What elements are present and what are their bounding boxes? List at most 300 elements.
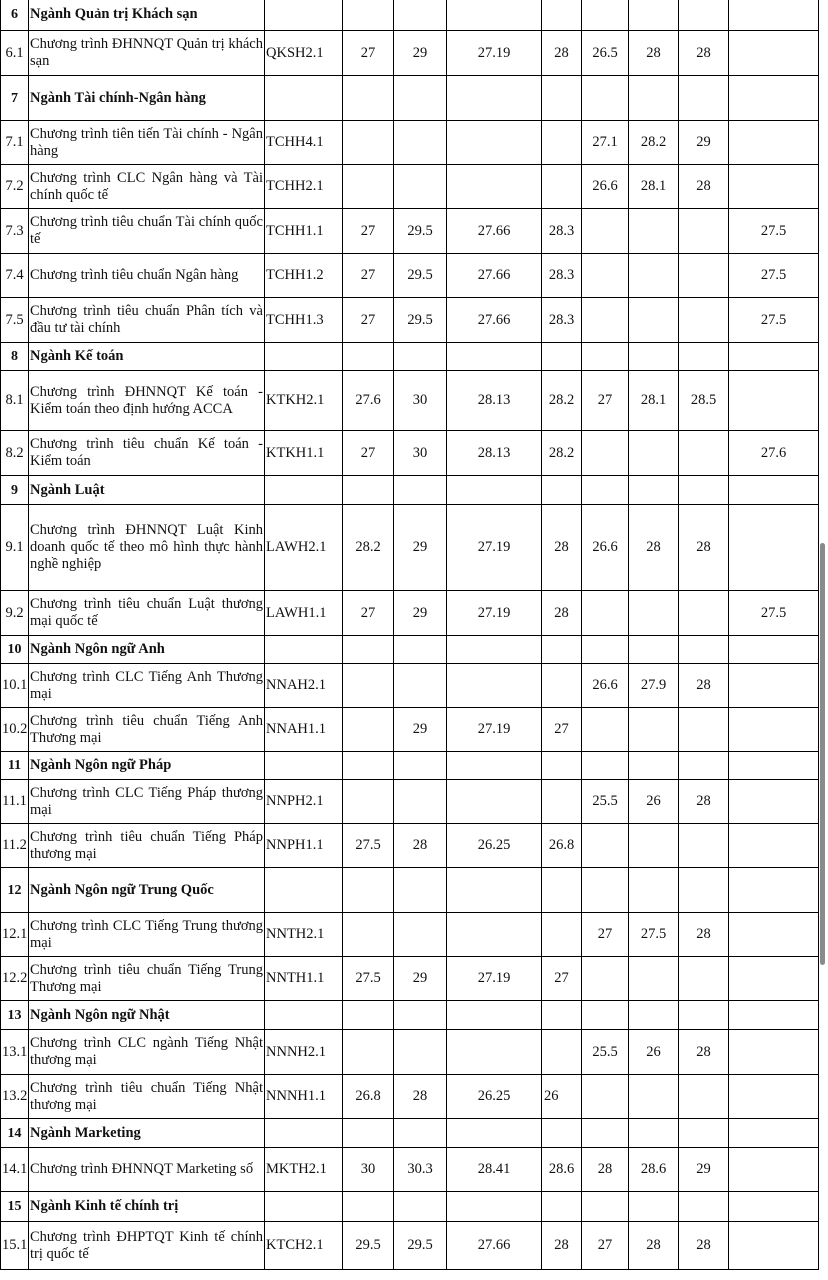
score-cell: 28.3 [542, 209, 582, 254]
score-cell: 29.5 [394, 1222, 447, 1270]
score-cell [582, 254, 629, 298]
score-cell: 27.5 [629, 913, 679, 957]
scrollbar[interactable] [818, 0, 828, 1280]
major-row [1, 868, 819, 913]
score-cell [447, 0, 542, 31]
score-cell: 27 [343, 209, 394, 254]
score-cell [729, 708, 819, 752]
program-code: NNTH2.1 [265, 913, 343, 957]
score-cell: 27 [343, 591, 394, 636]
score-cell [394, 165, 447, 209]
score-cell [542, 868, 582, 913]
program-code: NNAH1.1 [265, 708, 343, 752]
score-cell: 29 [394, 708, 447, 752]
score-cell [394, 1030, 447, 1075]
program-code: KTKH2.1 [265, 371, 343, 431]
program-code: TCHH1.2 [265, 254, 343, 298]
score-cell: 28 [542, 591, 582, 636]
score-cell [447, 780, 542, 824]
major-name: Ngành Ngôn ngữ Nhật [29, 1001, 265, 1030]
row-number: 7.4 [1, 254, 29, 298]
score-cell: 28 [679, 1222, 729, 1270]
score-cell [679, 0, 729, 31]
program-name: Chương trình CLC Tiếng Pháp thương mại [29, 780, 265, 824]
score-cell: 28 [394, 1075, 447, 1119]
score-cell [343, 1192, 394, 1222]
score-cell [343, 708, 394, 752]
major-row [1, 76, 819, 121]
scrollbar-thumb[interactable] [820, 543, 825, 965]
score-cell [394, 1001, 447, 1030]
major-row [1, 0, 819, 31]
score-cell: 26.25 [447, 1075, 542, 1119]
major-row [1, 1192, 819, 1222]
score-cell: 29 [394, 591, 447, 636]
program-name: Chương trình tiêu chuẩn Luật thương mại quốc tế [29, 591, 265, 636]
row-number: 14 [1, 1119, 29, 1148]
score-cell [447, 1030, 542, 1075]
program-name: Chương trình CLC Tiếng Anh Thương mại [29, 664, 265, 708]
program-row [1, 1222, 819, 1270]
score-cell [729, 780, 819, 824]
score-cell [582, 0, 629, 31]
table-body [1, 0, 819, 1270]
program-name: Chương trình ĐHNNQT Luật Kinh doanh quốc tế theo mô hình thực hành nghề nghiệp [29, 505, 265, 591]
score-cell: 27.19 [447, 708, 542, 752]
program-name: Chương trình tiêu chuẩn Ngân hàng [29, 254, 265, 298]
score-cell: 28 [679, 913, 729, 957]
score-cell: 28.2 [542, 431, 582, 476]
row-number: 13 [1, 1001, 29, 1030]
score-cell [343, 1119, 394, 1148]
score-cell [629, 1192, 679, 1222]
score-cell: 28.13 [447, 431, 542, 476]
score-cell [394, 76, 447, 121]
major-name: Ngành Kinh tế chính trị [29, 1192, 265, 1222]
major-row [1, 752, 819, 780]
program-name: Chương trình tiêu chuẩn Tiếng Anh Thương mại [29, 708, 265, 752]
score-cell [729, 476, 819, 505]
score-cell [394, 664, 447, 708]
program-name: Chương trình tiêu chuẩn Tài chính quốc tế [29, 209, 265, 254]
score-cell: 27.5 [729, 209, 819, 254]
program-name: Chương trình CLC Tiếng Trung thương mại [29, 913, 265, 957]
score-cell: 28 [679, 780, 729, 824]
score-cell: 27.5 [729, 591, 819, 636]
score-cell [629, 708, 679, 752]
row-number: 10.2 [1, 708, 29, 752]
program-code [265, 868, 343, 913]
score-cell: 28.2 [629, 121, 679, 165]
score-cell: 28.5 [679, 371, 729, 431]
score-cell: 29 [679, 121, 729, 165]
major-name: Ngành Luật [29, 476, 265, 505]
score-cell: 29.5 [343, 1222, 394, 1270]
score-cell: 25.5 [582, 780, 629, 824]
program-row [1, 254, 819, 298]
score-cell [447, 1192, 542, 1222]
score-cell: 26.6 [582, 505, 629, 591]
score-cell [343, 664, 394, 708]
score-cell: 29 [394, 505, 447, 591]
score-cell [542, 1119, 582, 1148]
score-cell [629, 824, 679, 868]
score-cell [729, 868, 819, 913]
row-number: 6 [1, 0, 29, 31]
program-row [1, 664, 819, 708]
score-cell [679, 752, 729, 780]
major-name: Ngành Quản trị Khách sạn [29, 0, 265, 31]
score-cell: 27.5 [343, 957, 394, 1001]
major-name: Ngành Kế toán [29, 343, 265, 371]
score-cell: 27.6 [729, 431, 819, 476]
score-cell [394, 636, 447, 664]
score-cell: 28.3 [542, 298, 582, 343]
program-code: NNNH1.1 [265, 1075, 343, 1119]
score-cell [629, 0, 679, 31]
score-cell [542, 664, 582, 708]
score-cell [729, 752, 819, 780]
score-cell [447, 76, 542, 121]
score-cell: 26.25 [447, 824, 542, 868]
score-cell: 27.66 [447, 1222, 542, 1270]
program-code: LAWH2.1 [265, 505, 343, 591]
score-cell [629, 76, 679, 121]
row-number: 12.1 [1, 913, 29, 957]
program-name: Chương trình ĐHNNQT Marketing số [29, 1148, 265, 1192]
score-cell: 28.2 [542, 371, 582, 431]
program-row [1, 824, 819, 868]
score-cell [447, 664, 542, 708]
score-cell [582, 476, 629, 505]
row-number: 8 [1, 343, 29, 371]
score-cell [343, 752, 394, 780]
score-cell [542, 0, 582, 31]
score-cell [729, 913, 819, 957]
major-name: Ngành Marketing [29, 1119, 265, 1148]
row-number: 12.2 [1, 957, 29, 1001]
score-cell: 28 [629, 1222, 679, 1270]
program-code: KTKH1.1 [265, 431, 343, 476]
score-cell [343, 868, 394, 913]
score-cell [394, 0, 447, 31]
score-cell [394, 343, 447, 371]
score-cell: 28 [394, 824, 447, 868]
score-cell: 28.1 [629, 371, 679, 431]
score-cell [629, 298, 679, 343]
score-cell [542, 752, 582, 780]
score-cell: 28 [679, 31, 729, 76]
score-cell: 26 [542, 1075, 582, 1119]
score-cell [629, 1075, 679, 1119]
score-cell [447, 476, 542, 505]
score-cell [582, 1075, 629, 1119]
row-number: 12 [1, 868, 29, 913]
row-number: 7.2 [1, 165, 29, 209]
score-cell [679, 1192, 729, 1222]
row-number: 13.2 [1, 1075, 29, 1119]
score-cell [394, 913, 447, 957]
score-cell: 26.8 [542, 824, 582, 868]
score-cell [394, 1119, 447, 1148]
program-code [265, 476, 343, 505]
score-cell [343, 121, 394, 165]
score-cell: 27.9 [629, 664, 679, 708]
score-cell [394, 780, 447, 824]
score-cell [343, 165, 394, 209]
program-row [1, 708, 819, 752]
program-code [265, 0, 343, 31]
score-cell: 28 [542, 31, 582, 76]
major-name: Ngành Ngôn ngữ Pháp [29, 752, 265, 780]
row-number: 7.1 [1, 121, 29, 165]
score-cell: 29 [679, 1148, 729, 1192]
program-code: KTCH2.1 [265, 1222, 343, 1270]
score-cell: 28.1 [629, 165, 679, 209]
program-code [265, 1192, 343, 1222]
score-cell: 28 [679, 505, 729, 591]
program-row [1, 591, 819, 636]
score-cell [629, 752, 679, 780]
score-cell [629, 957, 679, 1001]
score-cell: 27.19 [447, 591, 542, 636]
score-cell: 27.66 [447, 254, 542, 298]
score-cell [679, 636, 729, 664]
program-name: Chương trình ĐHNNQT Quản trị khách sạn [29, 31, 265, 76]
score-cell [582, 209, 629, 254]
score-cell [447, 868, 542, 913]
program-code [265, 76, 343, 121]
score-cell [542, 636, 582, 664]
program-code [265, 343, 343, 371]
major-row [1, 476, 819, 505]
score-cell: 27 [343, 31, 394, 76]
score-cell: 27 [582, 371, 629, 431]
score-cell [679, 209, 729, 254]
score-cell [629, 1001, 679, 1030]
row-number: 15 [1, 1192, 29, 1222]
score-cell [679, 591, 729, 636]
score-cell [542, 343, 582, 371]
program-code [265, 1001, 343, 1030]
program-code: NNTH1.1 [265, 957, 343, 1001]
score-cell: 29.5 [394, 254, 447, 298]
score-cell: 27 [542, 708, 582, 752]
score-cell: 26.6 [582, 165, 629, 209]
score-cell: 27 [582, 1222, 629, 1270]
score-cell [679, 76, 729, 121]
program-code: NNPH2.1 [265, 780, 343, 824]
score-cell [679, 708, 729, 752]
program-name: Chương trình tiên tiến Tài chính - Ngân hàng [29, 121, 265, 165]
score-cell [629, 343, 679, 371]
score-cell [679, 431, 729, 476]
program-row [1, 209, 819, 254]
major-row [1, 343, 819, 371]
score-cell [729, 76, 819, 121]
program-code: QKSH2.1 [265, 31, 343, 76]
score-cell [343, 1001, 394, 1030]
score-cell [729, 1075, 819, 1119]
row-number: 10.1 [1, 664, 29, 708]
score-cell [729, 31, 819, 76]
major-name: Ngành Tài chính-Ngân hàng [29, 76, 265, 121]
score-cell: 27 [343, 298, 394, 343]
score-cell [729, 1148, 819, 1192]
score-cell: 27.5 [729, 298, 819, 343]
score-cell [447, 913, 542, 957]
score-cell: 27.6 [343, 371, 394, 431]
score-cell [582, 824, 629, 868]
score-cell [542, 1030, 582, 1075]
score-cell: 27.5 [343, 824, 394, 868]
score-cell: 28 [542, 1222, 582, 1270]
score-cell [394, 121, 447, 165]
score-cell: 29.5 [394, 298, 447, 343]
score-cell: 28 [582, 1148, 629, 1192]
program-code: TCHH2.1 [265, 165, 343, 209]
score-cell [729, 505, 819, 591]
program-name: Chương trình CLC ngành Tiếng Nhật thương mại [29, 1030, 265, 1075]
score-cell: 27.66 [447, 209, 542, 254]
row-number: 9.1 [1, 505, 29, 591]
score-cell [729, 1001, 819, 1030]
score-cell: 27 [542, 957, 582, 1001]
program-row [1, 31, 819, 76]
score-cell [729, 664, 819, 708]
score-cell [394, 1192, 447, 1222]
score-cell [394, 476, 447, 505]
score-cell [582, 1119, 629, 1148]
program-name: Chương trình tiêu chuẩn Tiếng Trung Thương mại [29, 957, 265, 1001]
score-cell: 27.5 [729, 254, 819, 298]
score-cell [582, 957, 629, 1001]
score-cell [542, 1001, 582, 1030]
score-cell [729, 0, 819, 31]
score-cell [679, 824, 729, 868]
score-cell: 28.3 [542, 254, 582, 298]
program-row [1, 1030, 819, 1075]
program-row [1, 957, 819, 1001]
row-number: 7 [1, 76, 29, 121]
score-cell [679, 957, 729, 1001]
score-cell [629, 476, 679, 505]
program-name: Chương trình tiêu chuẩn Tiếng Pháp thương mại [29, 824, 265, 868]
score-cell: 26.5 [582, 31, 629, 76]
program-row [1, 780, 819, 824]
row-number: 6.1 [1, 31, 29, 76]
row-number: 11.2 [1, 824, 29, 868]
score-cell [582, 708, 629, 752]
program-name: Chương trình ĐHPTQT Kinh tế chính trị quốc tế [29, 1222, 265, 1270]
row-number: 14.1 [1, 1148, 29, 1192]
score-cell [582, 752, 629, 780]
program-name: Chương trình tiêu chuẩn Kế toán - Kiểm toán [29, 431, 265, 476]
score-cell: 28.2 [343, 505, 394, 591]
score-cell [629, 431, 679, 476]
score-cell [447, 165, 542, 209]
score-cell: 30 [343, 1148, 394, 1192]
score-cell [679, 1001, 729, 1030]
program-code: TCHH1.1 [265, 209, 343, 254]
score-cell [394, 868, 447, 913]
row-number: 7.5 [1, 298, 29, 343]
score-cell [679, 1075, 729, 1119]
score-cell [542, 121, 582, 165]
row-number: 9 [1, 476, 29, 505]
score-cell [729, 636, 819, 664]
score-cell [542, 76, 582, 121]
program-code: TCHH1.3 [265, 298, 343, 343]
score-cell [679, 476, 729, 505]
score-cell: 30 [394, 431, 447, 476]
score-cell [729, 371, 819, 431]
score-cell [679, 298, 729, 343]
score-cell [729, 957, 819, 1001]
program-row [1, 121, 819, 165]
score-cell [582, 431, 629, 476]
major-row [1, 1001, 819, 1030]
score-cell [629, 868, 679, 913]
score-cell [447, 1001, 542, 1030]
score-cell [582, 76, 629, 121]
score-cell [447, 343, 542, 371]
program-code [265, 1119, 343, 1148]
program-code: TCHH4.1 [265, 121, 343, 165]
major-name: Ngành Ngôn ngữ Trung Quốc [29, 868, 265, 913]
program-code: MKTH2.1 [265, 1148, 343, 1192]
score-cell: 27 [582, 913, 629, 957]
score-cell [582, 591, 629, 636]
major-row [1, 1119, 819, 1148]
program-row [1, 913, 819, 957]
score-cell [629, 591, 679, 636]
score-cell [679, 868, 729, 913]
program-code: NNNH2.1 [265, 1030, 343, 1075]
score-cell [542, 476, 582, 505]
row-number: 15.1 [1, 1222, 29, 1270]
score-cell [343, 476, 394, 505]
score-cell: 27.66 [447, 298, 542, 343]
score-cell [629, 209, 679, 254]
score-cell [582, 868, 629, 913]
score-cell [679, 343, 729, 371]
score-cell [729, 1119, 819, 1148]
program-code: LAWH1.1 [265, 591, 343, 636]
score-cell [679, 1119, 729, 1148]
score-cell: 28 [679, 165, 729, 209]
score-cell: 29 [394, 31, 447, 76]
score-cell [582, 1192, 629, 1222]
score-cell: 27 [343, 431, 394, 476]
score-cell: 26.6 [582, 664, 629, 708]
score-cell [729, 824, 819, 868]
score-cell [542, 780, 582, 824]
program-code [265, 752, 343, 780]
score-cell [582, 343, 629, 371]
score-cell [343, 636, 394, 664]
program-name: Chương trình tiêu chuẩn Phân tích và đầu tư tài chính [29, 298, 265, 343]
score-cell [343, 76, 394, 121]
score-cell: 28 [542, 505, 582, 591]
score-cell: 27.19 [447, 31, 542, 76]
program-row [1, 1148, 819, 1192]
score-cell: 26 [629, 780, 679, 824]
score-cell [729, 1030, 819, 1075]
score-cell [447, 636, 542, 664]
score-cell [394, 752, 447, 780]
score-cell [343, 343, 394, 371]
